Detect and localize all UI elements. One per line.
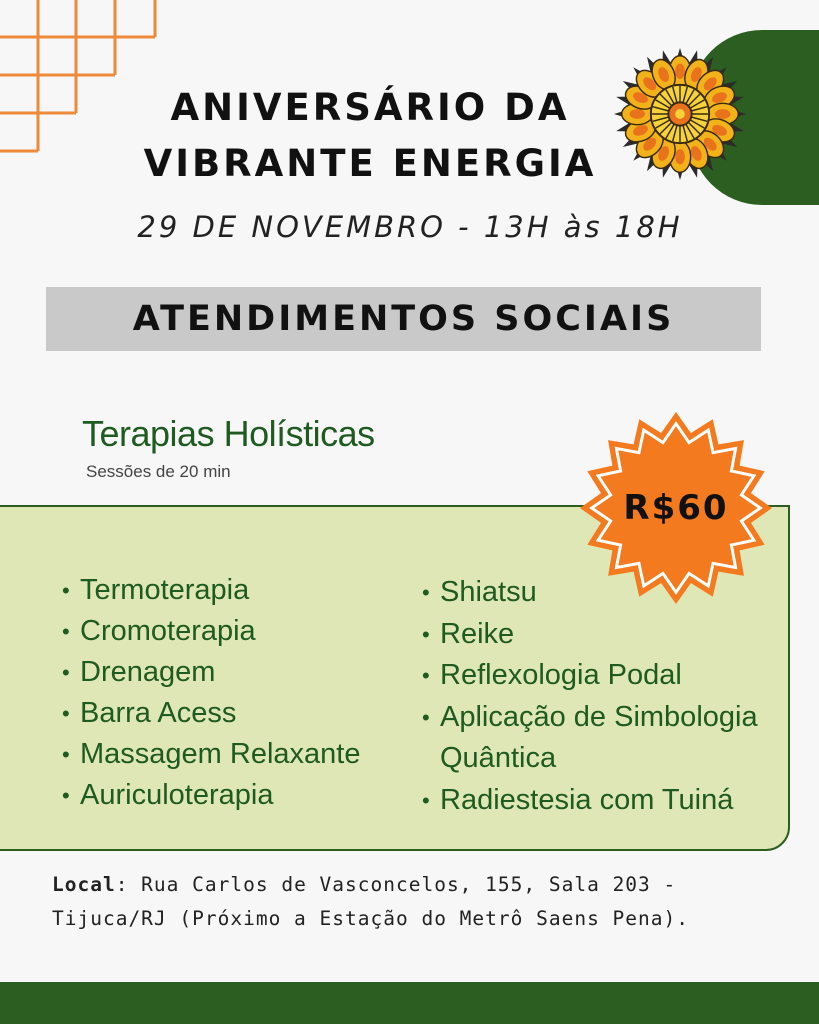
title-line-2: VIBRANTE ENERGIA (143, 142, 597, 185)
list-item: • Auriculoterapia (62, 775, 360, 816)
location-address: : Rua Carlos de Vasconcelos, 155, Sala 203 - Tijuca/RJ (Próximo a Estação do Metrô Saens Pena). (52, 873, 689, 930)
location-text (52, 868, 782, 936)
event-date: 29 DE NOVEMBRO - 13H às 18H (137, 210, 683, 244)
list-item: • Drenagem (62, 652, 360, 693)
list-item: • Barra Acess (62, 693, 360, 734)
list-item: • Massagem Relaxante (62, 734, 360, 775)
list-item: • Reflexologia Podal (422, 655, 782, 697)
title-line-1: ANIVERSÁRIO DA (170, 86, 570, 129)
therapies-list-right (422, 572, 782, 821)
list-item: • Shiatsu (422, 572, 782, 614)
list-item: • Reike (422, 614, 782, 656)
therapies-list-left (62, 570, 360, 816)
list-item: • Termoterapia (62, 570, 360, 611)
session-duration: Sessões de 20 min (86, 462, 231, 481)
list-item: • Cromoterapia (62, 611, 360, 652)
section-title: Terapias Holísticas (82, 413, 375, 454)
location-label: Local (52, 873, 116, 896)
footer-bar (0, 982, 819, 1024)
list-item: • Radiestesia com Tuiná (422, 780, 782, 822)
services-banner (46, 287, 761, 351)
banner-text: ATENDIMENTOS SOCIAIS (132, 299, 675, 339)
event-title (100, 80, 640, 192)
list-item: • Aplicação de Simbologia Quântica (422, 697, 782, 780)
price-label: R$60 (623, 488, 729, 528)
